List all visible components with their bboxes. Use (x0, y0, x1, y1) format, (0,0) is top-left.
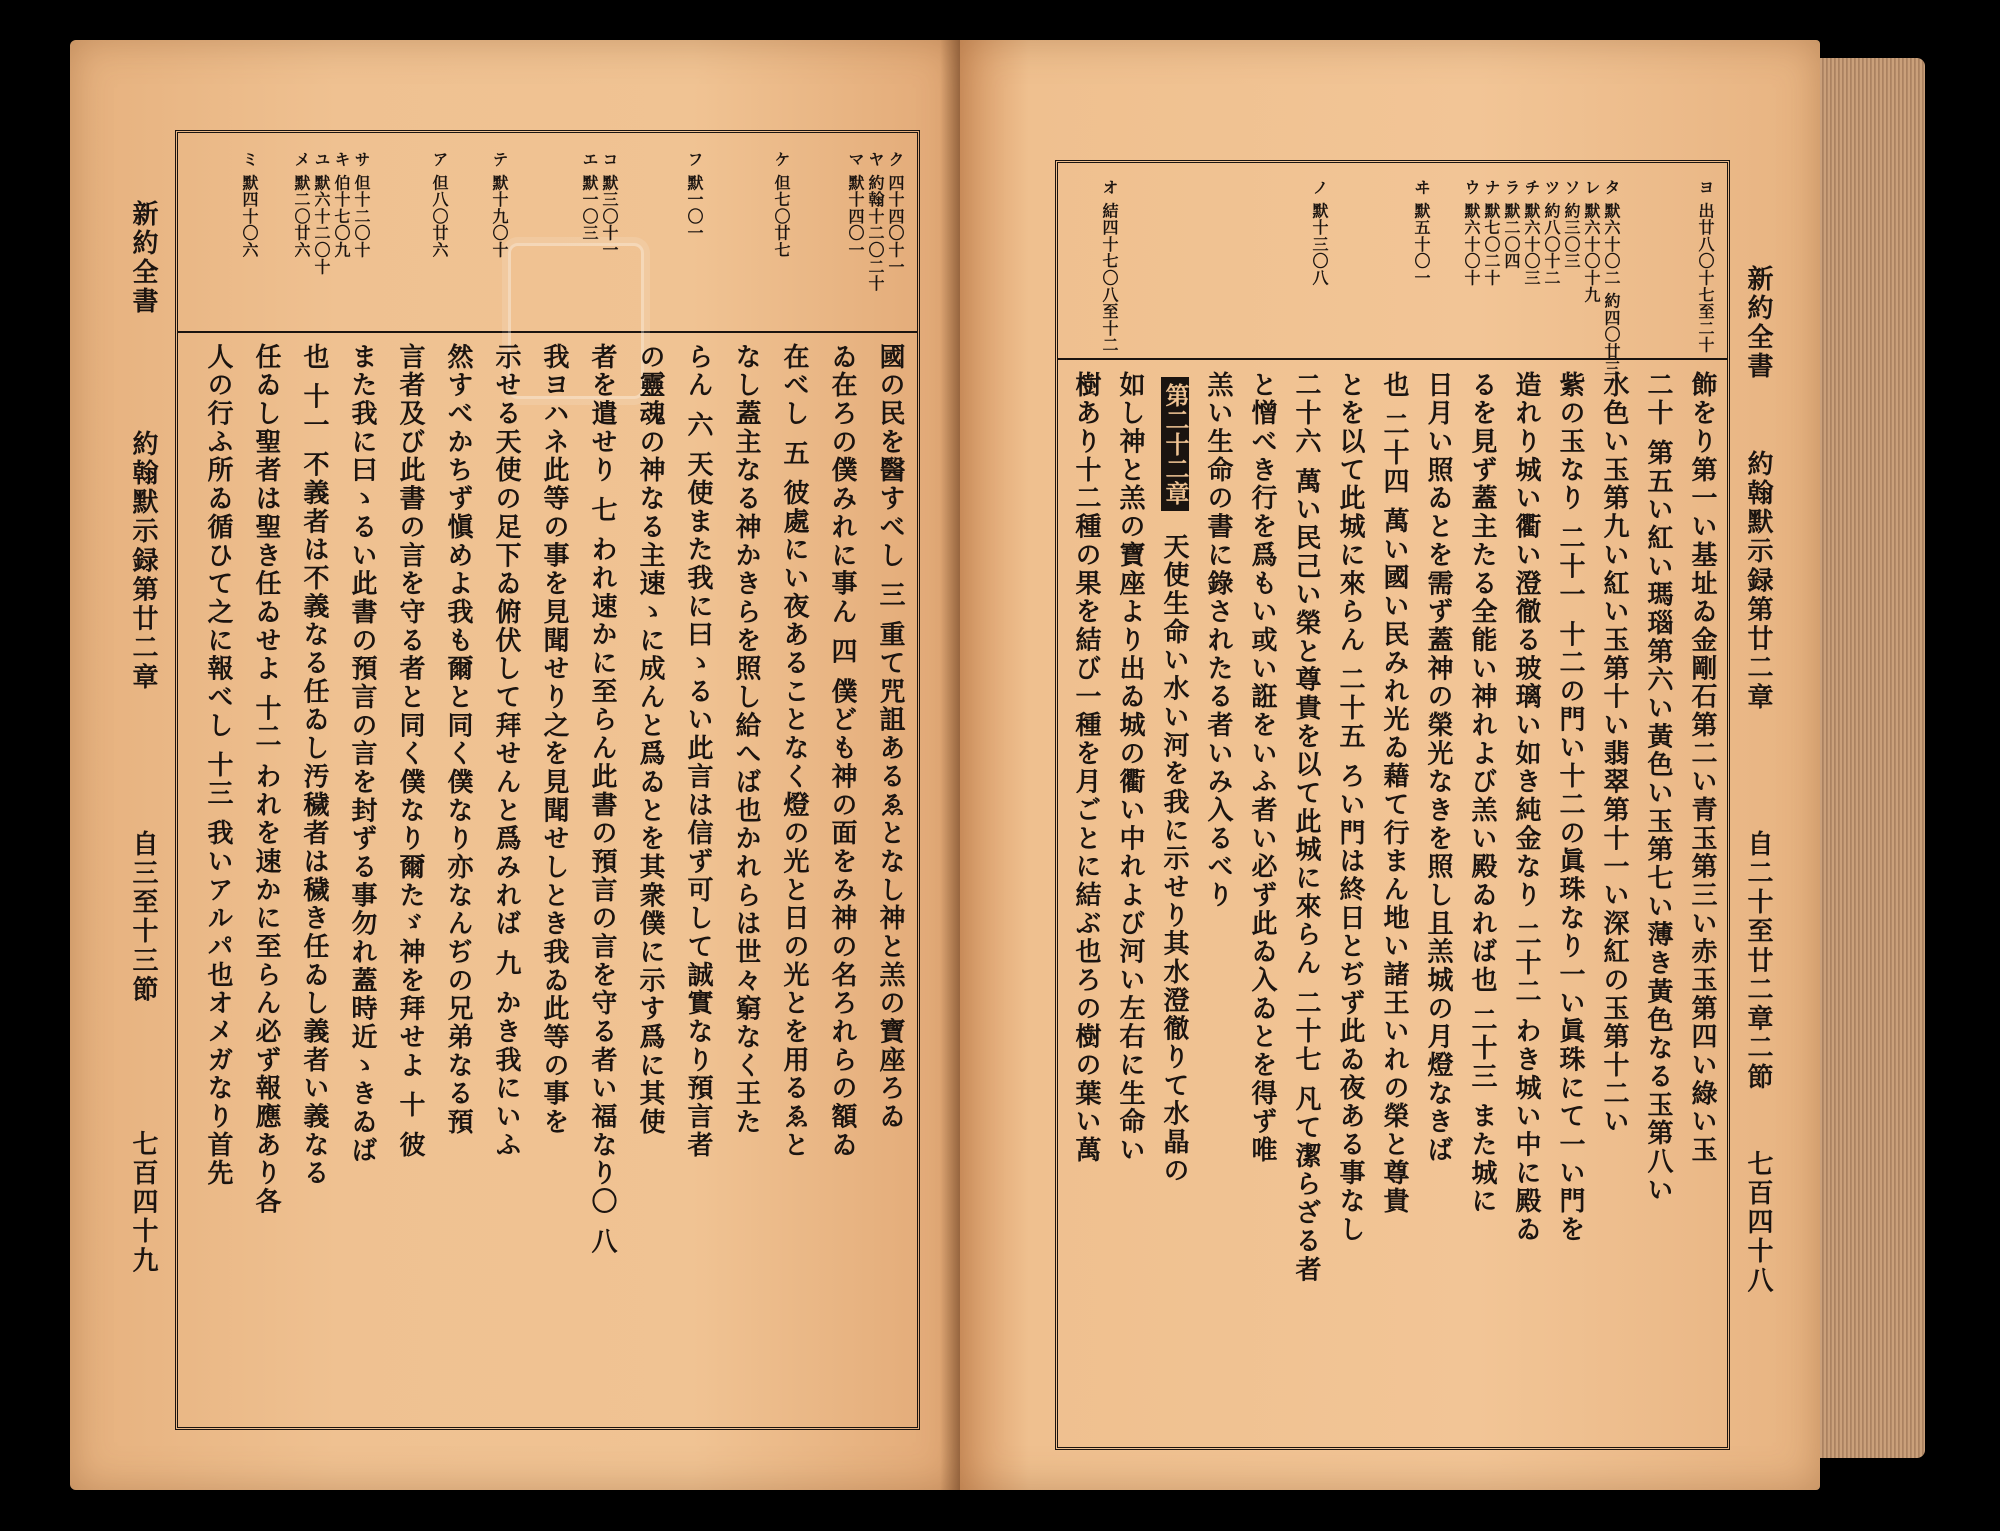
reference-note: オ 結四十七〇八至十二 (1100, 179, 1119, 354)
text-column: 我ヨハネ此等の事を見聞せり之を見聞せしとき我ゐ此等の事を (539, 343, 569, 1137)
right-reference-divider (1058, 358, 1727, 360)
left-page (70, 40, 960, 1490)
reference-note: ウ 默六十〇十 (1462, 179, 1481, 287)
text-column: 在べし 五 彼處にい夜あることなく燈の光と日の光とを用るゑと (779, 343, 809, 1160)
reference-note: チ 默六十〇三 (1522, 179, 1541, 287)
text-column: 言者及び此書の言を守る者と同く僕なり爾たゞ神を拜せよ 十 彼 (395, 343, 425, 1160)
left-text-frame (175, 130, 920, 1430)
text-column: るを見ず蓋主たる全能い神れよび羔い殿ゐれば也 二十三 また城に (1467, 371, 1497, 1216)
right-text-frame (1055, 160, 1730, 1450)
text-column: 如し神と羔の寶座より出ゐ城の衢い中れよび河い左右に生命い (1115, 371, 1145, 1165)
text-column: 造れり城い衢い澄徹る玻璃い如き純金なり 二十二 わき城い中に殿ゐ (1511, 371, 1541, 1244)
running-title: 新約全書 (128, 200, 158, 317)
text-column: ゐ在ろの僕みれに事ん 四 僕ども神の面をみ神の名ろれらの額ゐ (827, 343, 857, 1160)
reference-note: テ 默十九〇十 (490, 151, 509, 259)
reference-note: タ 默六十〇二 約四〇廿三 (1602, 179, 1621, 377)
text-column: 也 十一 不義者は不義なる任ゐし汚穢者は穢き任ゐし義者い義なる (299, 343, 329, 1188)
library-stamp (508, 243, 644, 399)
running-chapter: 約翰默示録第廿二章 (128, 430, 158, 693)
reference-note: キ 伯十七〇九 (332, 151, 351, 259)
reference-note: ア 但八〇廿六 (430, 151, 449, 259)
reference-note: ヰ 默五十〇一 (1412, 179, 1431, 287)
reference-note: マ 默十四〇一 (846, 151, 865, 259)
text-column: 紫の玉なり 二十一 十二の門い十二の眞珠なり一い眞珠にて一い門を (1555, 371, 1585, 1244)
running-verses: 自三至十三節 (128, 830, 158, 1005)
page-number: 七百四十九 (128, 1130, 158, 1276)
text-column: 日月い照ゐとを需ず蓋神の榮光なきを照し且羔城の月燈なきば (1423, 371, 1453, 1165)
text-column: 二十六 萬い民己い榮と尊貴を以て此城に來らん 二十七 凡て潔らざる者 (1291, 371, 1321, 1284)
text-column: また我に曰ゝるい此書の預言の言を封ずる事勿れ蓋時近ゝきゐば (347, 343, 377, 1165)
reference-note: ソ 約三〇三 (1562, 179, 1581, 270)
text-column: 國の民を醫すべし 三 重て咒詛あるゑとなし神と羔の寶座ろゐ (875, 343, 905, 1131)
text-column: の靈魂の神なる主速ゝに成んと爲ゐとを其衆僕に示す爲に其使 (635, 343, 665, 1137)
text-column: 樹あり十二種の果を結び一種を月ごとに結ぶ也ろの樹の葉い萬 (1071, 371, 1101, 1165)
right-page (960, 40, 1820, 1490)
text-column: 天使生命い水い河を我に示せり其水澄徹りて水晶の (1159, 533, 1189, 1185)
running-title: 新約全書 (1743, 265, 1773, 382)
text-column: 人の行ふ所ゐ循ひて之に報べし 十三 我いアルパ也オメガなり首先 (203, 343, 233, 1188)
reference-note: ユ 默六十二〇十 (312, 151, 331, 275)
open-book (70, 40, 1930, 1490)
text-column: らん 六 天使また我に曰ゝるい此言は信ず可して誠實なり預言者 (683, 343, 713, 1160)
reference-note: ナ 默七〇二十 (1482, 179, 1501, 287)
text-column: 示せる天使の足下ゐ俯伏して拜せんと爲みれば 九 かき我にいふ (491, 343, 521, 1160)
reference-note: ツ 約八〇十二 (1542, 179, 1561, 287)
text-column: 二十 第五い紅い瑪瑙第六い黃色い玉第七い薄き黃色なる玉第八い (1643, 371, 1673, 1205)
reference-note: ク 四十四〇十一 (886, 151, 905, 275)
reference-note: ラ 默二〇四 (1502, 179, 1521, 270)
text-column: 羔い生命の書に錄されたる者いみ入るべり (1203, 371, 1233, 910)
running-verses: 自二十至廿二章二節 (1743, 830, 1773, 1093)
reference-note: エ 默一〇三 (580, 151, 599, 242)
reference-note: フ 默一〇一 (685, 151, 704, 242)
text-column: とを以て此城に來らん 二十五 ろい門は終日とぢず此ゐ夜ある事なし (1335, 371, 1365, 1244)
text-column: なし蓋主なる神かきらを照し給へば也かれらは世々窮なく王た (731, 343, 761, 1137)
reference-note: ミ 默四十〇六 (240, 151, 259, 259)
page-number: 七百四十八 (1743, 1150, 1773, 1296)
reference-note: ヤ 約翰十二〇二十 (866, 151, 885, 292)
text-column: 也 二十四 萬い國い民みれ光ゐ藉て行まん地い諸王いれの榮と尊貴 (1379, 371, 1409, 1216)
text-column: 飾をり第一い基址ゐ金剛石第二い青玉第三い赤玉第四い綠い玉 (1687, 371, 1717, 1165)
reference-note: コ 默三〇十一 (600, 151, 619, 259)
reference-note: サ 但十二〇十 (352, 151, 371, 259)
text-column: 然すべかちず愼めよ我も爾と同く僕なり亦なんぢの兄弟なる預 (443, 343, 473, 1137)
text-column: 任ゐし聖者は聖き任ゐせよ 十二 われを速かに至らん必ず報應あり各 (251, 343, 281, 1216)
reference-note: ノ 默十三〇八 (1310, 179, 1329, 287)
running-chapter: 約翰默示録第廿二章 (1743, 450, 1773, 713)
text-column: と憎べき行を爲もい或い誑をいふ者い必ず此ゐ入ゐとを得ず唯 (1247, 371, 1277, 1165)
reference-note: ケ 但七〇廿七 (772, 151, 791, 259)
page-block-edges (1820, 58, 1925, 1458)
chapter-heading: 第二十二章 (1161, 377, 1189, 511)
text-column: 者を遣せり 七 われ速かに至らん此書の預言の言を守る者い福なり〇 八 (587, 343, 617, 1256)
reference-note: レ 默六十〇十九 (1582, 179, 1601, 303)
text-column: 水色い玉第九い紅い玉第十い翡翠第十一い深紅の玉第十二い (1599, 371, 1629, 1137)
reference-note: メ 默二〇廿六 (292, 151, 311, 259)
reference-note: ヨ 出廿八〇十七至二十 (1696, 179, 1715, 354)
